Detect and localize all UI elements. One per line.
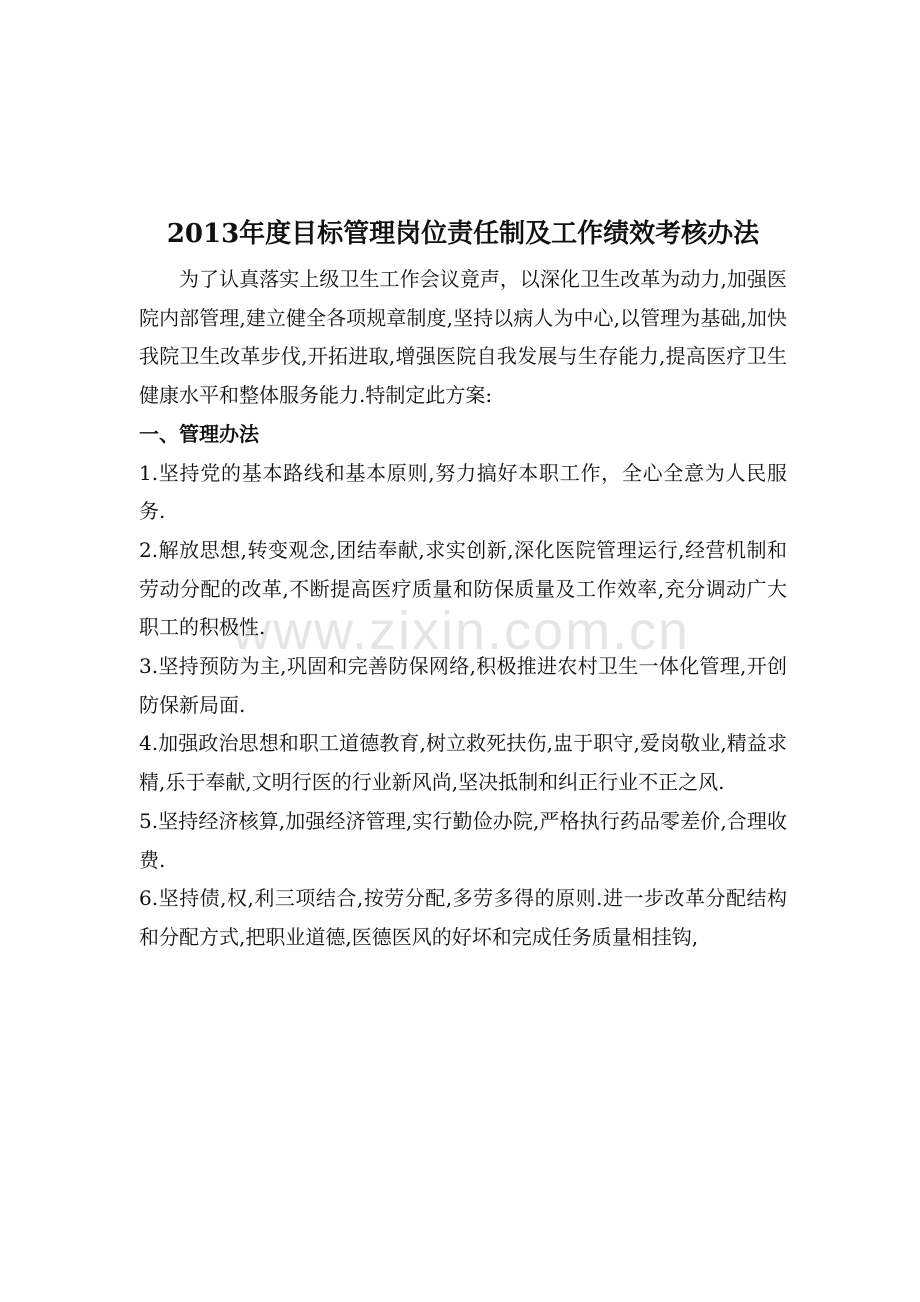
list-item-6: 6.坚持债,权,利三项结合,按劳分配,多劳多得的原则.进一步改革分配结构和分配方式,把职业道德,医德医风的好坏和完成任务质量相挂钩, [139, 886, 787, 949]
document-body [139, 208, 787, 957]
list-item-5: 5.坚持经济核算,加强经济管理,实行勤俭办院,严格执行药品零差价,合理收费. [139, 808, 787, 872]
document-title: 2013年度目标管理岗位责任制及工作绩效考核办法 [166, 219, 760, 249]
watermark: www.zixin.com.cn [232, 601, 691, 661]
list-item-3: 3.坚持预防为主,巩固和完善防保网络,积极推进农村卫生一体化管理,开创防保新局面. [139, 654, 787, 717]
intro-paragraph: 为了认真落实上级卫生工作会议竟声，以深化卫生改革为动力,加强医院内部管理,建立健全各项规章制度,坚持以病人为中心,以管理为基础,加快我院卫生改革步伐,开拓进取,增强医院自我发展与生存能力,提高医疗卫生健康水平和整体服务能力.特制定此方案: [139, 267, 787, 408]
list-item-4: 4.加强政治思想和职工道德教育,树立救死扶伤,盅于职守,爱岗敬业,精益求精,乐于奉献,文明行医的行业新风尚,坚决抵制和纠正行业不正之风. [139, 731, 787, 795]
list-item-2: 2.解放思想,转变观念,团结奉献,求实创新,深化医院管理运行,经营机制和劳动分配的改革,不断提高医疗质量和防保质量及工作效率,充分调动广大职工的积极性. [139, 537, 787, 640]
section-heading: 一、管理办法 [139, 421, 259, 446]
list-item-1: 1.坚持党的基本路线和基本原则,努力搞好本职工作，全心全意为人民服务. [139, 460, 787, 524]
